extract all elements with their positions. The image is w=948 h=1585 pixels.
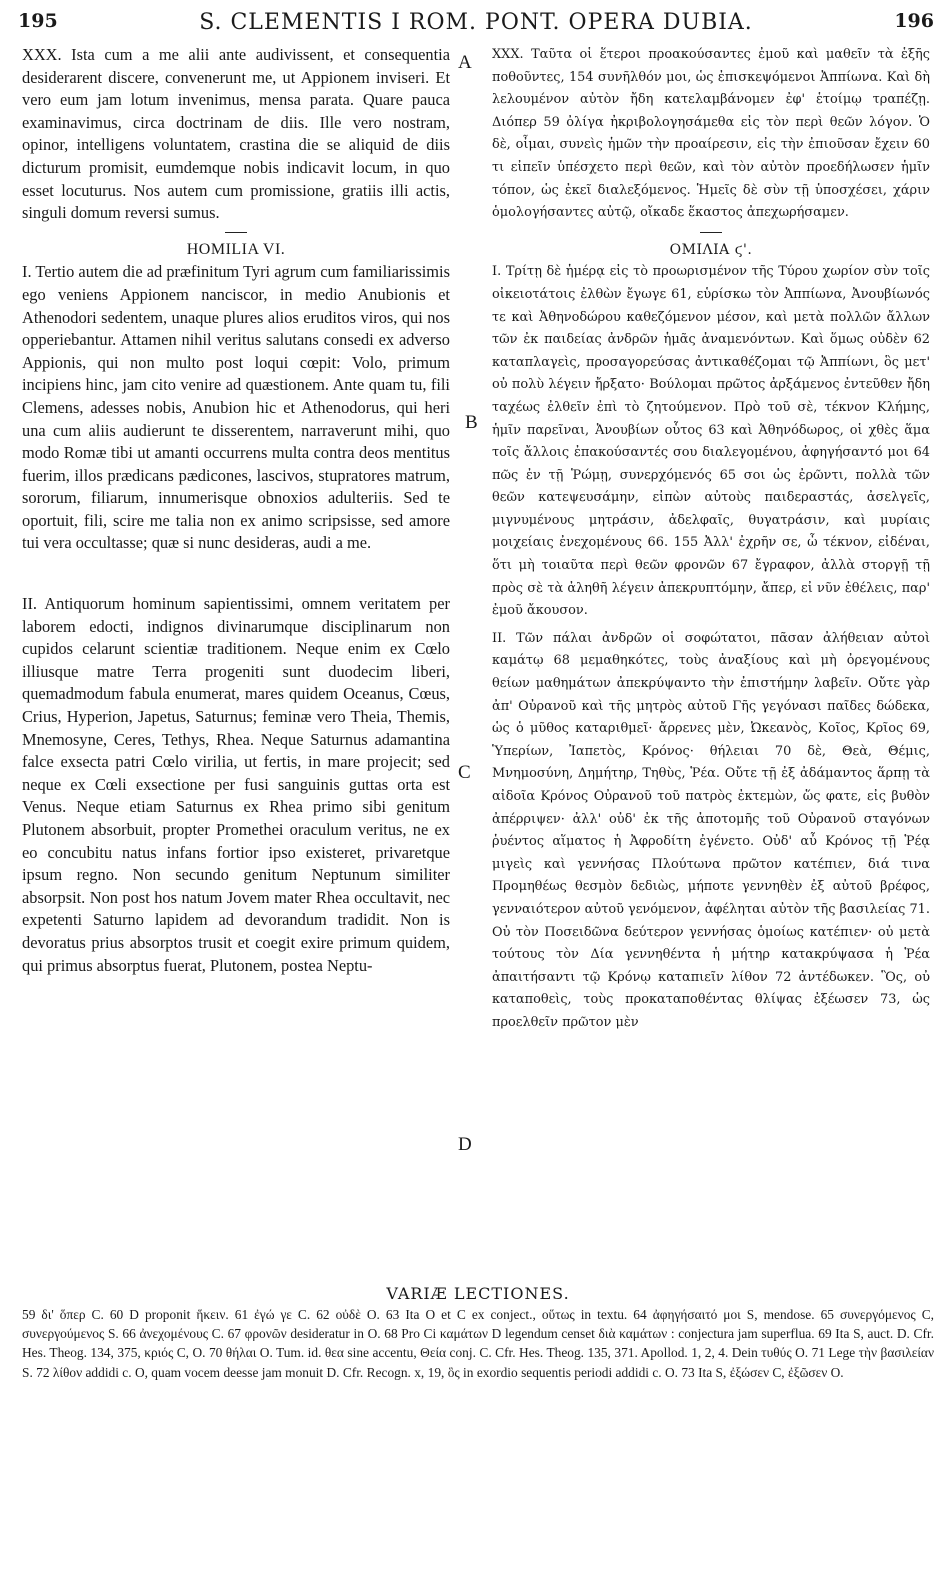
latin-paragraph-i: I. Tertio autem die ad præfinitum Tyri agrum cum familiarissimis ego veniens Appionem nanciscor, in medio Anubionis et Athenodori sedentem, unaque plures alios eruditos viros, qui nos opperiebantur. Attamen nihil veritus salutans consedi ex adverso Appionis, qui non multo post loqui cœpit: Volo, primum incipiens hinc, jam cito venire ad quæstionem. Ante quam tu, fili Clemens, adesses nobis, Anubion hic et Athenodorus, qui heri una cum aliis audierunt te disserentem, narraverunt mihi, quo modo Romæ tibi ut amanti occurrens multa contra deos mentitus fuerim, illos prædicans pædicones, lascivos, stupratores matrum, sororum, filiarum, innumerisque obnoxios adulteriis. Sed te oportuit, fili, scire me talia non ex animo scripsisse, sed amore tui vera occultasse; quæ si nunc desideras, audi a me. <box>22 262 450 553</box>
greek-homily-title: ΟΜΙΛΙΑ ϛ'. <box>669 241 753 258</box>
variae-title: VARIÆ LECTIONES. <box>386 1284 570 1303</box>
latin-paragraph-xxx: XXX. Ista cum a me alii ante audivissent, et consequentia desiderarent discere, convenerunt me, ut Appionem inviseri. Et vero eum jam lotum invenimus, mensa parata. Quare pauca examinavimus, circa doctrinam de diis. Ille vero nostram, opinor, intelligens voluntatem, crastina die se aliquid de diis dicturum promisit, eumdemque nobis indicavit locum, in quo esset locuturus. Nos autem cum promissione, gratiis illi actis, singuli domum reversi sumus. <box>22 45 450 223</box>
variae-text: 59 δι' ὅπερ C. 60 D proponit ἥκειν. 61 ἐγώ γε C. 62 οὐδὲ O. 63 Ita O et C ex conject., οὕτως in textu. 64 ἀφηγήσαιτό μοι S, mendose. 65 συνεργόμενος C, συνεργούμενος S. 66 ἀνεχομένους C. 67 φρονῶν desideratur in O. 68 Pro Ci καμάτων D legendum censet διὰ καμάτων : conjectura jam superflua. 69 Ita S, auct. D. Cfr. Hes. Theog. 134, 375, κριός C, O. 70 θήλαι O. Tum. id. θεα sine accentu, Θεία conj. C. Cfr. Hes. Theog. 135, 371. Apollod. 1, 2, 4. Dein τυθύς O. 71 Lege τὴν βασιλείαν S. 72 λίθον addidi c. O, quam vocem deesse jam monuit D. Cfr. Recogn. x, 19, ὃς in exordio sequentis periodi addidi c. O. 73 Ita S, ἐξώσεν C, ἐξῶσεν O. <box>22 1307 934 1380</box>
margin-letter-a: A <box>458 52 472 73</box>
latin-homily-title: HOMILIA VI. <box>186 240 286 258</box>
latin-column <box>22 44 450 977</box>
section-divider <box>700 232 722 233</box>
latin-paragraph-ii: II. Antiquorum hominum sapientissimi, omnem veritatem per laborem edocti, indignos divinarumque disciplinarum non cupidos celarunt scientiæ traditionem. Neque enim ex Cœlo illiusque matre Terra progeniti sunt duodecim liberi, quemadmodum fabula enumerat, mares quidem Oceanus, Cœus, Crius, Hyperion, Japetus, Saturnus; feminæ vero Theia, Themis, Mnemosyne, Ceres, Tethys, Rhea. Neque Saturnus adamantina falce exsecta patri Cœlo virilia, ut fertis, in mare projecit; sed neque ex Cœli exsectione per fusi sanguinis guttas orta est Venus. Neque etiam Saturnus ex Rhea primo sibi genitum Plutonem absorbuit, propter Promethei oraculum veritus, ne ex eo concubitu natus infans fortior ipso existeret, privaretque ipsum regno. Non secundo genitum Neptunum similiter absorpsit. Non post hos natum Jovem mater Rhea occultavit, nec expetenti Saturno lapidem ad devorandum tradidit. Non is devoratus prius absorptos trusit et coegit exire primum quidem, qui primus absorptus fuerat, Plutonem, postea Neptu- <box>22 594 450 975</box>
greek-paragraph-ii: II. Τῶν πάλαι ἀνδρῶν οἱ σοφώτατοι, πᾶσαν ἀλήθειαν αὐτοὶ καμάτῳ 68 μεμαθηκότες, τοὺς ἀναξίους καὶ μὴ ὀρεγομένους θείων μαθημάτων ἀπεκρύψαντο τὴν ἐπιστήμην λαβεῖν. Οὔτε γὰρ ἀπ' Οὐρανοῦ καὶ τῆς μητρὸς αὐτοῦ Γῆς γεγόνασι παῖδες δώδεκα, ὡς ὁ μῦθος καταριθμεῖ· ἄρρενες μὲν, Ὠκεανὸς, Κοῖος, Κρῖος 69, Ὑπερίων, Ἰαπετὸς, Κρόνος· θήλειαι 70 δὲ, Θεὰ, Θέμις, Μνημοσύνη, Δημήτηρ, Τηθὺς, Ῥέα. Οὔτε τῇ ἐξ ἀδάμαντος ἅρπῃ τὰ αἰδοῖα Κρόνος Οὐρανοῦ τοῦ πατρὸς ἐκτεμὼν, ὥς φατε, εἰς βυθὸν ἀπέρριψεν· ἀλλ' οὐδ' ἐκ τῆς ἀποτομῆς τοῦ Οὐρανοῦ σταγόνων ῥυέντος αἵματος ἡ Ἀφροδίτη ἐγένετο. Οὐδ' αὖ Κρόνος τῇ Ῥέᾳ μιγεὶς καὶ γεννήσας Πλούτωνα πρῶτον κατέπιεν, διά τινα Προμηθέως θεσμὸν δεδιὼς, μήποτε γεννηθὲν ἐξ αὐτοῦ βρέφος, γενναιότερον αὐτοῦ γενόμενον, ἀφέληται αὐτὸν τῆς βασιλείας 71. Οὐ τὸν Ποσειδῶνα δεύτερον γεννήσας ὁμοίως κατέπιεν· οὐ μετὰ τούτους τὸν Δία γεννηθέντα ἡ μήτηρ κατακρύψασα ἡ Ῥέα ἀπαιτήσαντι τῷ Κρόνῳ καταπιεῖν λίθον 72 ἀντέδωκεν. Ὃς, οὐ καταποθεὶς, τοὺς προκαταποθέντας θλίψας ἐξέωσεν 73, ὡς προελθεῖν πρῶτον μὲν <box>492 630 930 1030</box>
greek-column <box>492 44 930 1035</box>
page-number-left: 195 <box>18 10 58 32</box>
variae-lectiones <box>22 1284 934 1382</box>
page-header <box>18 8 934 40</box>
margin-letter-b: B <box>465 412 478 433</box>
running-title: S. CLEMENTIS I ROM. PONT. OPERA DUBIA. <box>199 10 753 35</box>
margin-letter-c: C <box>458 762 471 783</box>
section-divider <box>225 232 247 233</box>
page-number-right: 196 <box>894 10 934 32</box>
margin-letter-d: D <box>458 1134 472 1155</box>
greek-paragraph-i: I. Τρίτῃ δὲ ἡμέρᾳ εἰς τὸ προωρισμένον τῆς Τύρου χωρίον σὺν τοῖς οἰκειοτάτοις ἐλθὼν ἔγωγε 61, εὑρίσκω τὸν Ἀππίωνα, Ἀνουβίωνός τε καὶ Ἀθηνοδώρου καθεζόμενον μέσον, καὶ μετὰ πολλῶν ἄλλων τῶν ἐκ παιδείας ἀνδρῶν ἡμᾶς ἀναμενόντων. Καὶ ὅμως οὐδὲν 62 καταπλαγεὶς, προσαγορεύσας ἀντικαθέζομαι τῷ Ἀππίωνι, ὃς μετ' οὐ πολὺ λέγειν ἤρξατο· Βούλομαι πρῶτος ἀρξάμενος ἐντεῦθεν ἤδη ταχέως ἐλθεῖν ἐπὶ τὸ ζητούμενον. Πρὸ τοῦ σὲ, τέκνον Κλήμης, ἡμῖν παρεῖναι, Ἀνουβίων οὗτος 63 καὶ Ἀθηνόδωρος, οἱ χθὲς ἅμα τοῖς ἄλλοις ἐπακούσαντές σου διαλεγομένου, ἀφηγήσαντό μοι 64 πῶς ἐν τῇ Ῥώμῃ, συνερχόμενός 65 σοι ὡς ἐρῶντι, πολλὰ τῶν θεῶν κατεψευσάμην, εἰπὼν αὐτοὺς παιδεραστάς, ἀσελγεῖς, μιγνυμένους μητράσιν, ἀδελφαῖς, θυγατράσιν, καὶ μυρίαις μοιχείαις ἐνεχομένους 66. 155 Ἀλλ' ἐχρῆν σε, ὦ τέκνον, εἰδέναι, ὅτι μὴ τοιαῦτα περὶ θεῶν φρονῶν 67 ἔγραφον, ἀλλὰ στοργῇ τῇ πρὸς σὲ τὰ ἀληθῆ λέγειν ἀπεκρυπτόμην, ἄπερ, εἰ νῦν ἐθέλεις, παρ' ἐμοῦ ἄκουσον. <box>492 264 930 619</box>
greek-paragraph-xxx: XXX. Ταῦτα οἱ ἕτεροι προακούσαντες ἐμοῦ καὶ μαθεῖν τὰ ἑξῆς ποθοῦντες, 154 συνῆλθόν μοι, ὡς ἐπισκεψόμενοι Ἀππίωνα. Καὶ δὴ λελουμένον αὐτὸν ἤδη κατελαμβάνομεν ἐφ' ἑτοίμῳ τραπέζῃ. Διόπερ 59 ὀλίγα ἠκριβολογησάμεθα εἰς τὸν περὶ θεῶν λόγον. Ὁ δὲ, οἶμαι, συνεὶς ἡμῶν τὴν προαίρεσιν, εἰς τὴν ἐπιοῦσαν ἔχειν 60 τι εἰπεῖν ὑπέσχετο περὶ θεῶν, καὶ τὸν αὐτὸν προεδήλωσεν ἡμῖν τόπον, ὡς ἐκεῖ διαλεξόμενος. Ἡμεῖς δὲ σὺν τῇ ὑποσχέσει, χάριν ὁμολογήσαντες αὐτῷ, οἴκαδε ἕκαστος ἀπεχωρήσαμεν. <box>492 47 930 221</box>
